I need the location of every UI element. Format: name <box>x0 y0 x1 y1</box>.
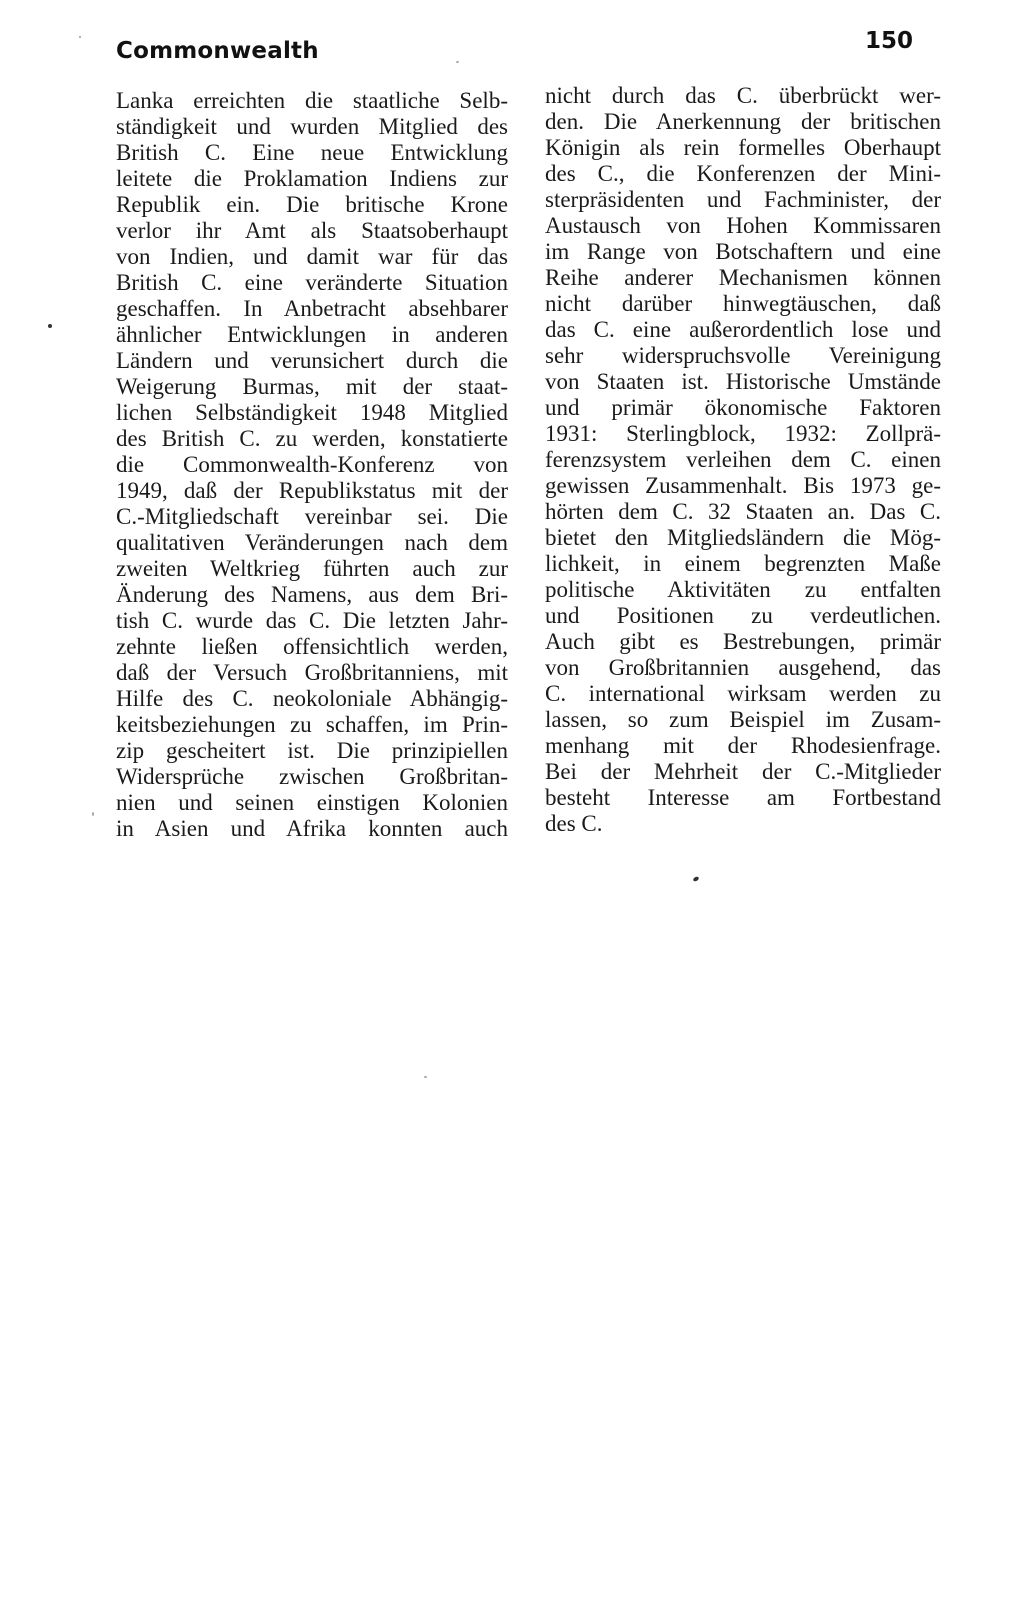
text-line: leitete die Proklamation Indiens zur <box>116 166 508 191</box>
text-line: Auch gibt es Bestrebungen, primär <box>545 629 941 654</box>
text-line: lichen Selbständigkeit 1948 Mitglied <box>116 400 508 425</box>
text-line: nien und seinen einstigen Kolonien <box>116 790 508 815</box>
text-line: Reihe anderer Mechanismen können <box>545 265 941 290</box>
scan-speck <box>424 1076 427 1078</box>
text-line: von Großbritannien ausgehend, das <box>545 655 941 680</box>
text-line: und Positionen zu verdeutlichen. <box>545 603 941 628</box>
text-line: ähnlicher Entwicklungen in anderen <box>116 322 508 347</box>
scan-speck <box>456 61 459 63</box>
text-line: lichkeit, in einem begrenzten Maße <box>545 551 941 576</box>
text-line: besteht Interesse am Fortbestand <box>545 785 941 810</box>
text-line: zweiten Weltkrieg führten auch zur <box>116 556 508 581</box>
text-line: daß der Versuch Großbritanniens, mit <box>116 660 508 685</box>
text-column-left <box>116 88 508 842</box>
text-line: und primär ökonomische Faktoren <box>545 395 941 420</box>
text-line: qualitativen Veränderungen nach dem <box>116 530 508 555</box>
text-line: des C., die Konferenzen der Mini- <box>545 161 941 186</box>
text-line: im Range von Botschaftern und eine <box>545 239 941 264</box>
text-line: Republik ein. Die britische Krone <box>116 192 508 217</box>
scan-speck <box>692 876 699 882</box>
scan-speck <box>92 812 94 816</box>
text-line: sterpräsidenten und Fachminister, der <box>545 187 941 212</box>
text-line: C. international wirksam werden zu <box>545 681 941 706</box>
text-line: British C. eine veränderte Situation <box>116 270 508 295</box>
text-line: Bei der Mehrheit der C.-Mitglieder <box>545 759 941 784</box>
text-line: zehnte ließen offensichtlich werden, <box>116 634 508 659</box>
text-line: Lanka erreichten die staatliche Selb- <box>116 88 508 113</box>
text-line: menhang mit der Rhodesienfrage. <box>545 733 941 758</box>
text-line: hörten dem C. 32 Staaten an. Das C. <box>545 499 941 524</box>
text-line: nicht durch das C. überbrückt wer- <box>545 83 941 108</box>
text-line: des British C. zu werden, konstatierte <box>116 426 508 451</box>
text-line: tish C. wurde das C. Die letzten Jahr- <box>116 608 508 633</box>
text-line: Ländern und verunsichert durch die <box>116 348 508 373</box>
text-line: C.-Mitgliedschaft vereinbar sei. Die <box>116 504 508 529</box>
text-line: Widersprüche zwischen Großbritan- <box>116 764 508 789</box>
text-line: in Asien und Afrika konnten auch <box>116 816 508 841</box>
text-line: die Commonwealth-Konferenz von <box>116 452 508 477</box>
text-line: von Staaten ist. Historische Umstände <box>545 369 941 394</box>
text-line: zip gescheitert ist. Die prinzipiellen <box>116 738 508 763</box>
text-line: nicht darüber hinwegtäuschen, daß <box>545 291 941 316</box>
text-line: bietet den Mitgliedsländern die Mög- <box>545 525 941 550</box>
scan-speck <box>79 36 81 38</box>
text-line: politische Aktivitäten zu entfalten <box>545 577 941 602</box>
text-line: gewissen Zusammenhalt. Bis 1973 ge- <box>545 473 941 498</box>
text-line: von Indien, und damit war für das <box>116 244 508 269</box>
text-line: verlor ihr Amt als Staatsoberhaupt <box>116 218 508 243</box>
text-line: lassen, so zum Beispiel im Zusam- <box>545 707 941 732</box>
text-line: Austausch von Hohen Kommissaren <box>545 213 941 238</box>
text-line: sehr widerspruchsvolle Vereinigung <box>545 343 941 368</box>
text-line: 1949, daß der Republikstatus mit der <box>116 478 508 503</box>
text-line: British C. Eine neue Entwicklung <box>116 140 508 165</box>
text-line: ferenzsystem verleihen dem C. einen <box>545 447 941 472</box>
text-line: keitsbeziehungen zu schaffen, im Prin- <box>116 712 508 737</box>
text-line: das C. eine außerordentlich lose und <box>545 317 941 342</box>
text-line: Weigerung Burmas, mit der staat- <box>116 374 508 399</box>
text-line: Königin als rein formelles Oberhaupt <box>545 135 941 160</box>
text-line: 1931: Sterlingblock, 1932: Zollprä- <box>545 421 941 446</box>
text-line: des C. <box>545 811 603 836</box>
text-line: den. Die Anerkennung der britischen <box>545 109 941 134</box>
page-number: 150 <box>865 28 914 54</box>
running-header-title: Commonwealth <box>116 38 319 64</box>
text-line: ständigkeit und wurden Mitglied des <box>116 114 508 139</box>
text-column-right <box>545 83 941 837</box>
scan-speck <box>48 324 52 328</box>
text-line: Hilfe des C. neokoloniale Abhängig- <box>116 686 508 711</box>
text-line: Änderung des Namens, aus dem Bri- <box>116 582 508 607</box>
text-line: geschaffen. In Anbetracht absehbarer <box>116 296 508 321</box>
